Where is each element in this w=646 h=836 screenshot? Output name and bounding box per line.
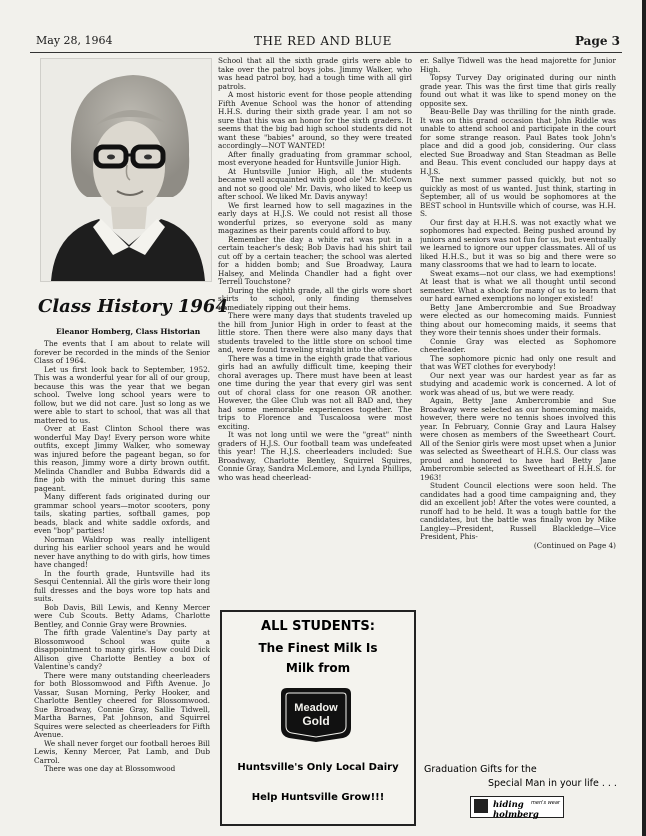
col1-paragraph: The events that I am about to relate will forever be recorded in the minds of the Senior Class of 1964. (34, 340, 210, 365)
col3-paragraph: The next summer passed quickly, but not so quickly as most of us wanted. Just think, starting in September, all of us would be sophomores at the BEST school in Huntsville which of course, was H.H. S. (420, 175, 616, 218)
ad-line: Huntsville's Only Local Dairy (237, 762, 399, 773)
col1-paragraph: Bob Davis, Bill Lewis, and Kenny Mercer were Cub Scouts. Betty Adams, Charlotte Bentley, and Connie Gray were Brownies. (34, 602, 210, 629)
meadow-gold-ad (220, 610, 416, 826)
col1-paragraph: We shall never forget our football heroes Bill Lewis, Kenny Mercer, Pat Lamb, and Dub Carrol. (34, 738, 210, 765)
col2-paragraph: A most historic event for those people attending Fifth Avenue School was the honor of attending H.H.S. during their sixth grade year. I am not so sure that this was an honor for the sixth graders. It seems that the big bad high school students did not want these "babies" around, so they were treated accordingly—NOT WANTED! (218, 90, 412, 150)
col1-paragraph: Let us first look back to September, 1952. This was a wonderful year for all of our group, because this was the year that we began school. Twelve long school years were to follow, but we did not care. Just so long as we were able to start to school, that was all that mattered to us. (34, 364, 210, 425)
col3-paragraph: Topsy Turvey Day originated during our ninth grade year. This was the first time that girls really found out what it was like to spend money on the opposite sex. (420, 73, 616, 108)
logo-text-top: Meadow (294, 702, 338, 714)
ad-heading: ALL STUDENTS: (261, 619, 375, 634)
historian-portrait-photo (40, 58, 212, 282)
col3-paragraph: The sophomore picnic had only one result and that was WET clothes for everybody! (420, 353, 616, 371)
col2-paragraph: At Huntsville Junior High, all the students became well acquainted with good ole' Mr. McCown and not so good ole' Mr. Davis, who liked to keep us after school. We liked Mr. Davis anyway! (218, 166, 412, 201)
col1-paragraph: In the fourth grade, Huntsville had its Sesqui Centennial. All the girls wore their long full dresses and the boys wore top hats and suits. (34, 568, 210, 603)
col1-paragraph: There was one day at Blossomwood (44, 764, 176, 773)
issue-date: May 28, 1964 (36, 34, 113, 47)
col1-paragraph: Many different fads originated during our grammar school years—motor scooters, pony tails, skating parties, softball games, pop beads, black and white saddle oxfords, and even "bop" parties! (34, 492, 210, 535)
meadow-gold-logo (279, 684, 353, 744)
graduation-gifts-ad (420, 762, 624, 820)
col3-paragraph: Our next year was our hardest year as far as studying and academic work is concerned. A lot of work was ahead of us, but we were ready. (420, 370, 616, 397)
col2-paragraph: It was not long until we were the "great" ninth graders of H.J.S. Our football team was undefeated this year! The H.J.S. cheerleaders included: Sue Broadway, Charlotte Bentley, Squirrel Squires, Connie Gray, Sandra McLemore, and Lynda Phillips, who was head cheerlead- (218, 430, 412, 482)
col3-paragraph: Betty Jane Ambercrombie and Sue Broadway were elected as our homecoming maids. Funniest thing about our homecoming maids, it seems that they wore their tennis shoes under their formals. (420, 302, 616, 337)
logo-text-bottom: Gold (302, 714, 330, 728)
store-logo-mark (474, 799, 488, 813)
continued-note: (Continued on Page 4) (533, 540, 616, 550)
store-logo-name: hiding holmberg (493, 800, 539, 820)
col2-paragraph: School that all the sixth grade girls were able to take over the patrol boys jobs. Jimmy Walker, who was head patrol boy, had a tough time with all girl patrols. (218, 57, 412, 91)
col3-paragraph: Our first day at H.H.S. was not exactly what we sophomores had expected. Being pushed around by juniors and seniors was not fun for us, but eventually we learned to ignore our upper classmates. All of us liked H.H.S., but it was so big and there were so many classrooms that we had to learn to locate. (420, 217, 616, 269)
col1-paragraph: The fifth grade Valentine's Day party at Blossomwood School was quite a disappointment to many girls. How could Dick Allison give Charlotte Bentley a box of Valentine's candy? (34, 628, 210, 671)
col3-paragraph: er. Sallye Tidwell was the head majorette for Junior High. (420, 57, 616, 74)
header-rule (30, 52, 622, 53)
col1-paragraph: Over at East Clinton School there was wonderful May Day! Every person wore white outfits, except Jimmy Walker, who someway was injured before the pageant began, so for this reason, Jimmy wore a dirty brown outfit. Melinda Chandler and Bubba Edwards did a fine job with the minuet during this same pageant. (34, 424, 210, 493)
store-logo-tag: men's wear (531, 800, 560, 806)
col3-paragraph: Sweat exams—not our class, we had exemptions! At least that is what we all thought until second semester. What a shock for many of us to learn that our hard earned exemptions no longer existed! (420, 268, 616, 303)
ad-line: Graduation Gifts for the (424, 764, 537, 775)
col2-paragraph: After finally graduating from grammar school, most everyone headed for Huntsville Junior High. (218, 149, 412, 167)
article-title: Class History 1964 (38, 296, 228, 317)
col3-paragraph: Again, Betty Jane Ambercrombie and Sue Broadway were selected as our homecoming maids, however, there were no tennis shoes involved this year. In February, Connie Gray and Laura Halsey were chosen as members of the Sweetheart Court. All of the Senior girls were most upset when a Junior was selected as Sweetheart of H.H.S. Our class was proud and honored to have had Betty Jane Ambercrombie selected as Sweetheart of H.H.S. for 1963! (420, 396, 616, 482)
col2-paragraph: Remember the day a white rat was put in a certain teacher's desk; Bob Davis had his shirt tail cut off by a certain teacher; the school was alerted for a hidden bomb; and Sue Broadway, Laura Halsey, and Melinda Chandler had a fight over Terrell Touchstone? (218, 234, 412, 286)
col2-paragraph: We first learned how to sell magazines in the early days at H.J.S. We could not resist all those wonderful prizes, so everyone sold as many magazines as their parents could afford to buy. (218, 200, 412, 235)
col3-paragraph: Beau-Belle Day was thrilling for the ninth grade. It was on this grand occasion that John Riddle was unable to attend school and participate in the court for some strange reason. Paul Bates took John's place and did a good job, considering. Our class elected Sue Broadway and Stan Steadman as Belle and Beau. This event concluded our happy days at H.J.S. (420, 107, 616, 176)
col2-paragraph: There was a time in the eighth grade that various girls had an awfully difficult time, keeping their choral averages up. There must have been at least one time during the year that every girl was sent out of choral class for one reason OR another. However, the Glee Club was not all BAD and, they had some memorable experiences together. The trips to Florence and Tuscaloosa were most exciting. (218, 353, 412, 431)
col1-paragraph: Norman Waldrop was really intelligent during his earlier school years and he would never have anything to do with girls, how times have changed! (34, 534, 210, 569)
col2-paragraph: There were many days that students traveled up the hill from Junior High in order to feast at the little store. Then there were also many days that students traveled to the little store on school time and, were found traveling straight into the office. (218, 311, 412, 354)
ad-line: Help Huntsville Grow!!! (251, 792, 385, 803)
article-byline: Eleanor Homberg, Class Historian (56, 327, 201, 336)
scan-edge (642, 0, 646, 836)
ad-line: Milk from (285, 661, 351, 675)
page-number: Page 3 (574, 34, 620, 48)
col3-paragraph: Connie Gray was elected as Sophomore cheerleader. (420, 336, 616, 354)
store-logo (470, 796, 564, 818)
col2-paragraph: During the eighth grade, all the girls wore short skirts to school, only finding themselves immediately ripping out their hems. (218, 285, 412, 312)
col1-paragraph: There were many outstanding cheerleaders for both Blossomwood and Fifth Avenue. Jo Vassar, Susan Morning, Perky Hooker, and Charlotte Bentley cheered for Blossomwood. Sue Broadway, Connie Gray, Sallie Tidwell, Martha Barnes, Pat Johnson, and Squirrel Squires were selected as cheerleaders for Fifth Avenue. (34, 670, 210, 739)
article-column-2 (218, 57, 412, 597)
ad-line: The Finest Milk Is (258, 641, 378, 655)
article-column-1 (34, 340, 210, 818)
col3-paragraph: Student Council elections were soon held. The candidates had a good time campaigning and, they did an excellent job! After the votes were counted, a runoff had to be held. It was a tough battle for the candidates, but the battle was finally won by Mike Langley—President, Russell Blackledge—Vice President, Phis- (420, 481, 616, 541)
ad-line: Special Man in your life . . . (488, 778, 617, 789)
newspaper-title: THE RED AND BLUE (254, 34, 392, 48)
article-column-3 (420, 57, 616, 761)
